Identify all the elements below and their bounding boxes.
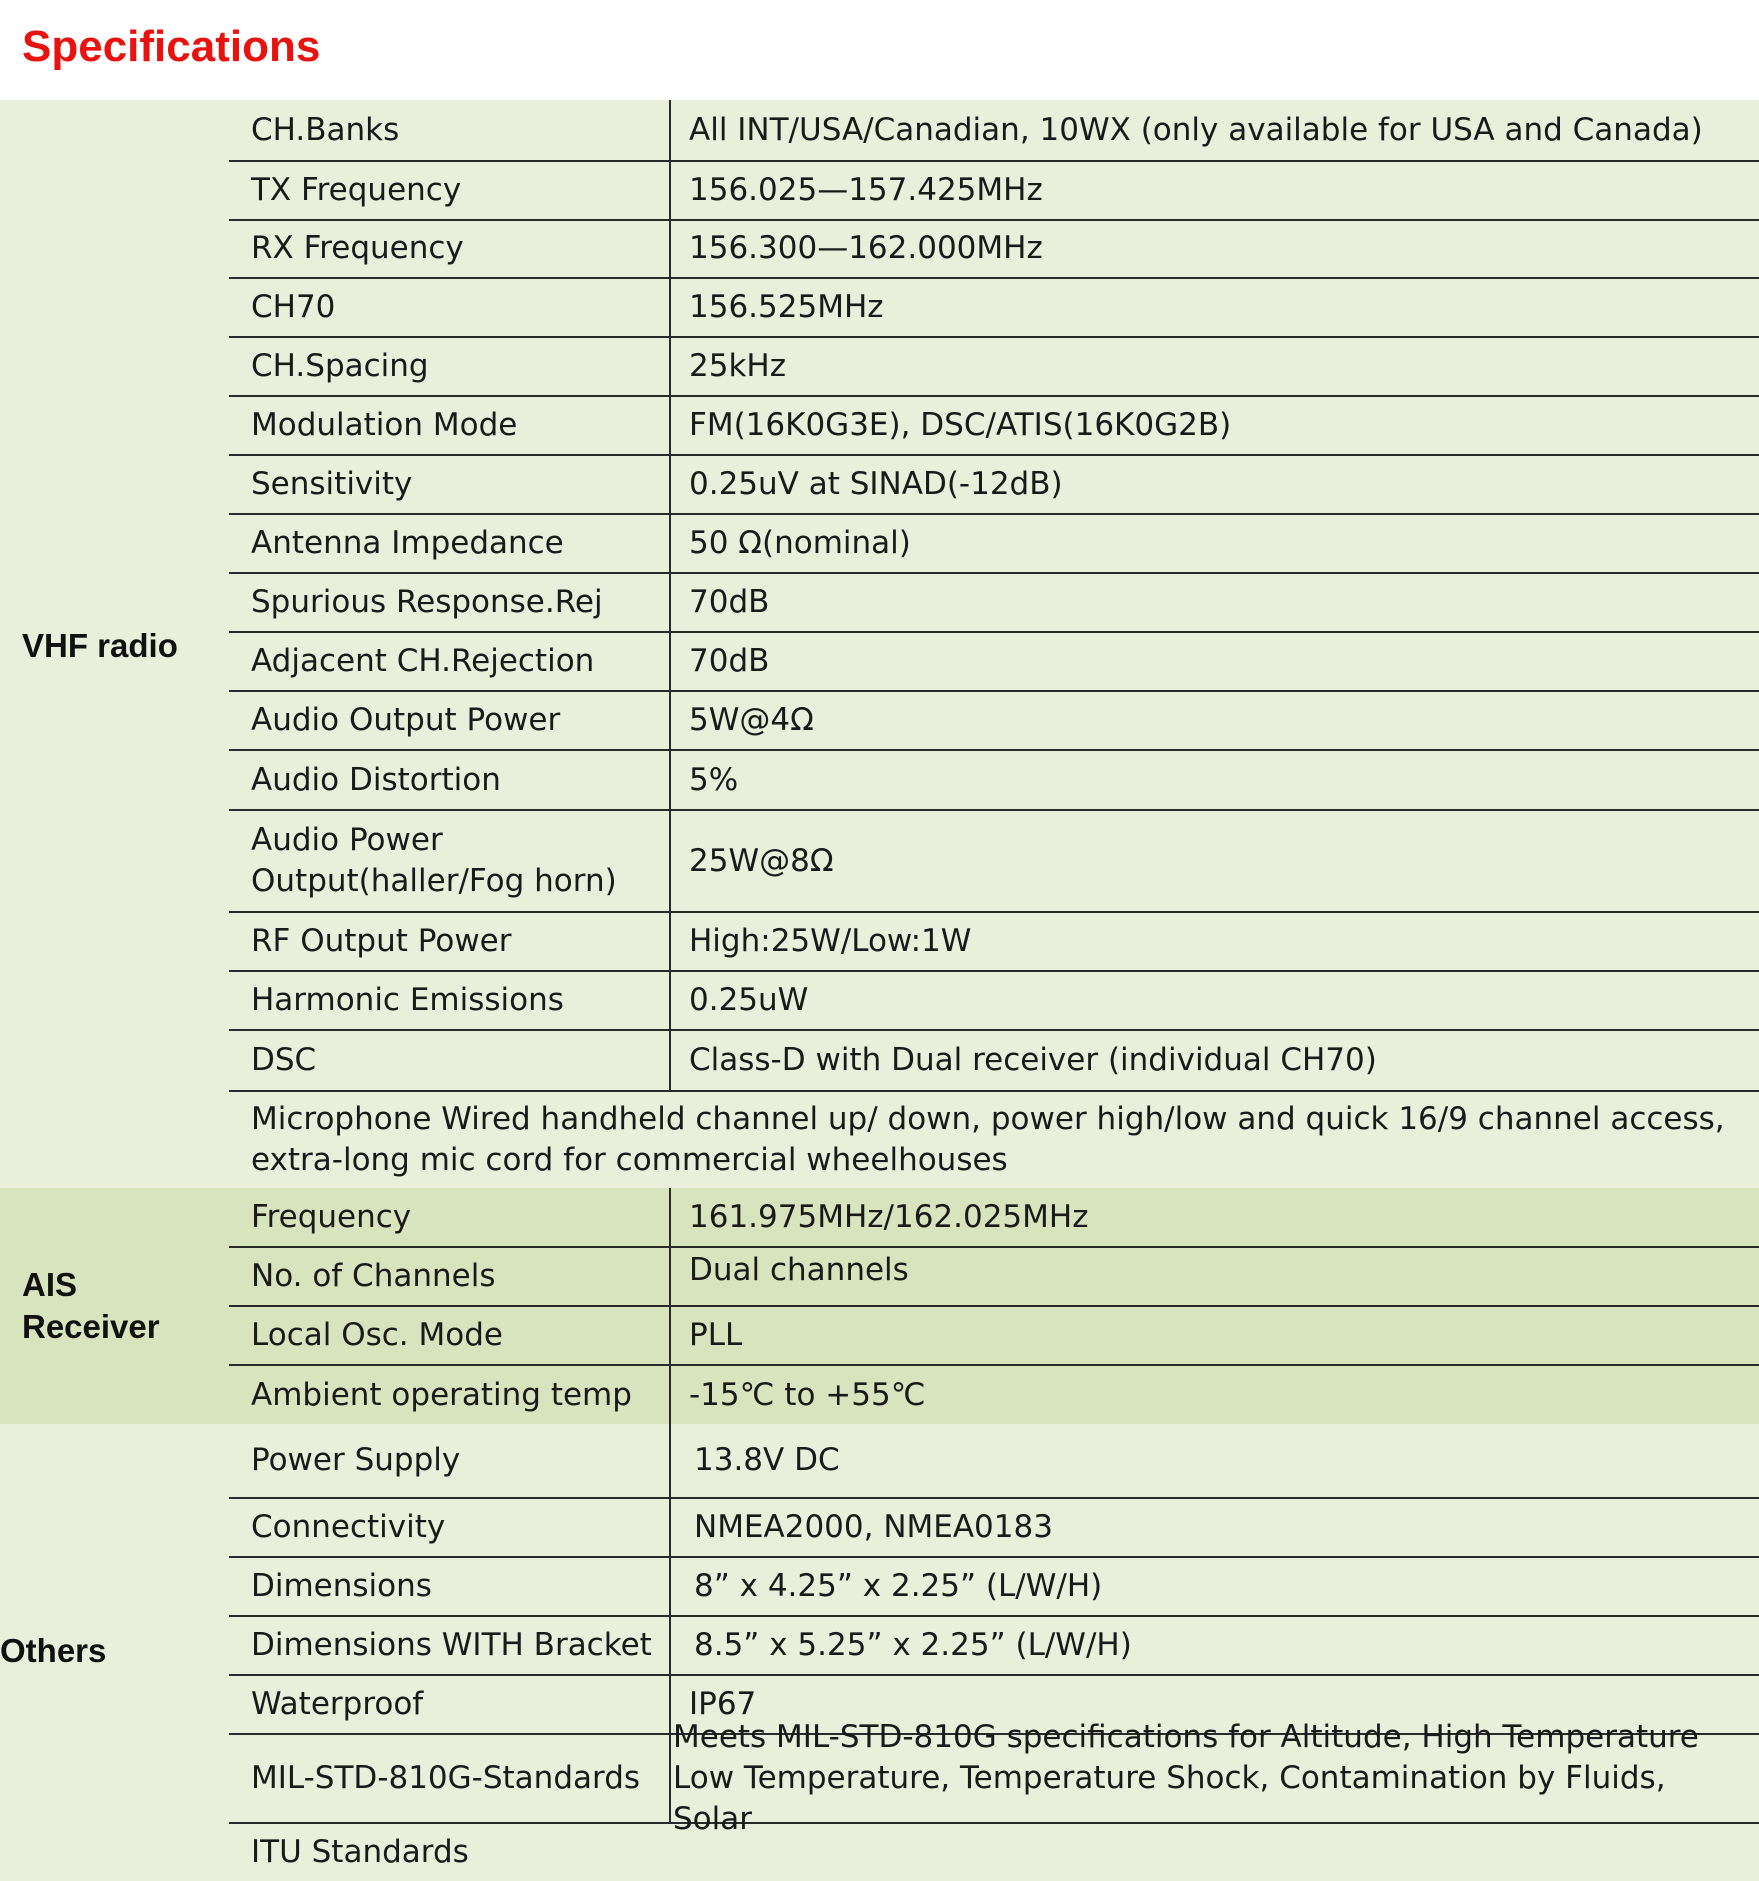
spec-value: 0.25uW bbox=[689, 982, 809, 1018]
spec-key: Sensitivity bbox=[251, 466, 413, 502]
spec-key: DSC bbox=[251, 1042, 317, 1078]
table-row bbox=[229, 220, 1759, 279]
table-row bbox=[229, 1031, 1759, 1092]
spec-value: IP67 bbox=[689, 1686, 757, 1722]
spec-value: 161.975MHz/162.025MHz bbox=[689, 1198, 1089, 1235]
spec-key: Adjacent CH.Rejection bbox=[251, 643, 595, 679]
table-row bbox=[229, 972, 1759, 1031]
spec-key: Local Osc. Mode bbox=[251, 1317, 503, 1353]
spec-key: RF Output Power bbox=[251, 923, 512, 959]
spec-value: 25kHz bbox=[689, 348, 786, 384]
spec-key: Harmonic Emissions bbox=[251, 982, 564, 1018]
table-row bbox=[229, 1558, 1759, 1617]
spec-key: Spurious Response.Rej bbox=[251, 584, 603, 620]
table-row bbox=[229, 1307, 1759, 1366]
ais-receiver-section bbox=[0, 1188, 1759, 1424]
table-row bbox=[229, 338, 1759, 397]
spec-key: Audio Power Output(haller/Fog horn) bbox=[251, 822, 617, 899]
table-row bbox=[229, 1248, 1759, 1307]
spec-value: -15℃ to +55℃ bbox=[689, 1376, 926, 1413]
spec-key: Ambient operating temp bbox=[251, 1376, 632, 1413]
table-row bbox=[229, 1188, 1759, 1248]
spec-key: Antenna Impedance bbox=[251, 525, 564, 561]
table-row bbox=[229, 100, 1759, 162]
microphone-description: Microphone Wired handheld channel up/ down, power high/low and quick 16/9 channel access, extra-long mic cord for commercial wheelhouses bbox=[251, 1101, 1725, 1178]
table-row bbox=[229, 811, 1759, 913]
others-section bbox=[0, 1424, 1759, 1881]
spec-key: Waterproof bbox=[251, 1686, 424, 1722]
spec-value: 70dB bbox=[689, 584, 770, 620]
section-label-others: Others bbox=[0, 1632, 107, 1669]
table-row bbox=[229, 1499, 1759, 1558]
spec-value: 8.5” x 5.25” x 2.25” (L/W/H) bbox=[694, 1627, 1132, 1663]
table-row bbox=[229, 633, 1759, 692]
spec-value: Dual channels bbox=[689, 1252, 909, 1288]
spec-key: TX Frequency bbox=[251, 171, 462, 208]
spec-value: 156.525MHz bbox=[689, 289, 884, 325]
table-row bbox=[229, 1824, 1759, 1881]
table-row bbox=[229, 161, 1759, 221]
spec-value: FM(16K0G3E), DSC/ATIS(16K0G2B) bbox=[689, 407, 1232, 443]
spec-value: 50 Ω(nominal) bbox=[689, 525, 911, 561]
table-row bbox=[229, 279, 1759, 338]
spec-key: Connectivity bbox=[251, 1509, 446, 1545]
spec-value: 70dB bbox=[689, 643, 770, 679]
spec-value: 5% bbox=[689, 761, 739, 798]
spec-key: Audio Output Power bbox=[251, 702, 561, 738]
table-row bbox=[229, 397, 1759, 456]
spec-value: 0.25uV at SINAD(-12dB) bbox=[689, 466, 1063, 502]
spec-key: Dimensions WITH Bracket bbox=[251, 1627, 652, 1663]
page-title: Specifications bbox=[22, 22, 321, 71]
spec-value: High:25W/Low:1W bbox=[689, 923, 972, 959]
spec-value: PLL bbox=[689, 1317, 743, 1353]
spec-value: Meets MIL-STD-810G specifications for Altitude, High Temperature Low Temperature, Temperature Shock, Contamination by Fluids, Solar bbox=[673, 1719, 1699, 1837]
spec-key: Audio Distortion bbox=[251, 761, 501, 798]
spec-key: Modulation Mode bbox=[251, 407, 518, 443]
spec-value: 156.300—162.000MHz bbox=[689, 230, 1043, 266]
table-row bbox=[229, 456, 1759, 515]
spec-value: 25W@8Ω bbox=[689, 842, 834, 879]
vhf-radio-section bbox=[0, 100, 1759, 1188]
spec-value: 8” x 4.25” x 2.25” (L/W/H) bbox=[694, 1568, 1103, 1604]
table-row bbox=[229, 1366, 1759, 1424]
spec-key: CH.Spacing bbox=[251, 348, 429, 384]
table-row bbox=[229, 751, 1759, 811]
table-row bbox=[229, 1719, 1759, 1837]
spec-value: 156.025—157.425MHz bbox=[689, 171, 1043, 208]
spec-value: NMEA2000, NMEA0183 bbox=[694, 1509, 1053, 1545]
spec-key: CH.Banks bbox=[251, 111, 400, 148]
spec-value: 5W@4Ω bbox=[689, 702, 814, 738]
spec-key: CH70 bbox=[251, 289, 336, 325]
table-row bbox=[229, 515, 1759, 574]
table-row-microphone bbox=[229, 1092, 1759, 1188]
table-row bbox=[229, 574, 1759, 633]
table-row bbox=[229, 692, 1759, 751]
table-row bbox=[229, 1424, 1759, 1499]
spec-value: All INT/USA/Canadian, 10WX (only available for USA and Canada) bbox=[689, 111, 1703, 148]
spec-key: Power Supply bbox=[251, 1442, 461, 1478]
spec-key: ITU Standards bbox=[251, 1834, 469, 1870]
spec-value bbox=[689, 1824, 1749, 1881]
spec-value: Class-D with Dual receiver (individual CH70) bbox=[689, 1042, 1377, 1078]
section-label-vhf: VHF radio bbox=[22, 627, 178, 664]
spec-value: 13.8V DC bbox=[694, 1442, 840, 1478]
spec-key: Dimensions bbox=[251, 1568, 432, 1604]
spec-key: MIL-STD-810G-Standards bbox=[251, 1760, 641, 1796]
table-row bbox=[229, 913, 1759, 972]
spec-key: RX Frequency bbox=[251, 230, 464, 266]
section-label-ais: AIS Receiver bbox=[22, 1266, 160, 1345]
spec-key: No. of Channels bbox=[251, 1258, 496, 1294]
table-row bbox=[229, 1617, 1759, 1676]
spec-key: Frequency bbox=[251, 1198, 412, 1235]
